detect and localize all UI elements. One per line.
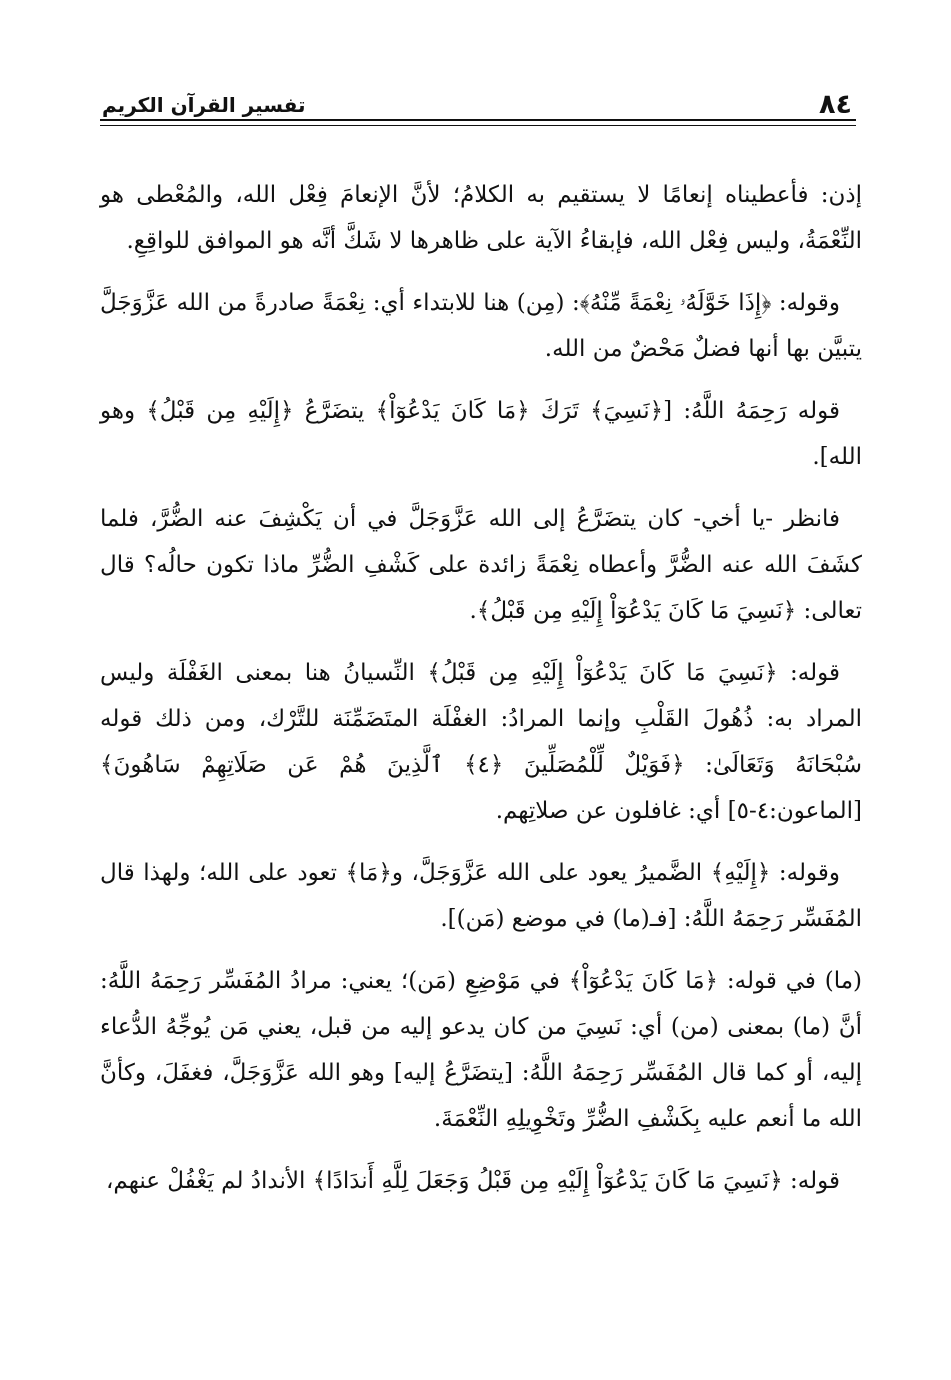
running-title: تفسير القرآن الكريم	[102, 93, 306, 117]
header-rule	[100, 119, 856, 126]
body-text	[100, 172, 862, 1220]
page-number: ٨٤	[819, 89, 852, 120]
paragraph-1: إذن: فأعطيناه إنعامًا لا يستقيم به الكلامُ؛ لأنَّ الإنعامَ فِعْل الله، والمُعْطى هو النِّعْمَةُ، وليس فِعْل الله، فإبقاءُ الآية على ظاهرها لا شَكَّ أنَّه هو الموافق للواقِعِ.	[100, 182, 862, 254]
paragraph-7: (ما) في قوله: ﴿مَا كَانَ يَدْعُوٓاْ﴾ في مَوْضِعِ (مَن)؛ يعني: مرادُ المُفَسِّر رَحِمَهُ اللَّهُ: أنَّ (ما) بمعنى (من) أي: نَسِيَ من كان يدعو إليه من قبل، يعني مَن يُوجِّهُ الدُّعاء إليه، أو كما قال المُفَسِّر رَحِمَهُ اللَّهُ: [يتضَرَّعُ إليه] وهو الله عَزَّوَجَلَّ، فغفَلَ، وكأنَّ الله ما أنعم عليه بِكَشْفِ الضُّرِّ وتَخْوِيلِهِ النِّعْمَةَ.	[100, 968, 862, 1132]
paragraph-5: قوله: ﴿نَسِيَ مَا كَانَ يَدْعُوٓاْ إِلَيْهِ مِن قَبْلُ﴾ النِّسيانُ هنا بمعنى الغَفْلَة وليس المراد به: ذُهُولَ القَلْبِ وإنما المرادُ: الغفْلَة المتَضَمِّنَة للتَّرْك، ومن ذلك قوله سُبْحَانَهُ وَتَعَالَىٰ: ﴿فَوَيْلٌ لِّلْمُصَلِّينَ ﴿٤﴾ ٱلَّذِينَ هُمْ عَن صَلَاتِهِمْ سَاهُونَ﴾ [الماعون:٤-٥] أي: غافلون عن صلاتِهم.	[100, 660, 862, 824]
paragraph-8: قوله: ﴿نَسِيَ مَا كَانَ يَدْعُوٓاْ إِلَيْهِ مِن قَبْلُ وَجَعَلَ لِلَّهِ أَندَادًا﴾ الأندادُ لم يَغْفُلْ عنهم،	[105, 1168, 840, 1194]
page-header	[100, 82, 856, 126]
paragraph-3: قوله رَحِمَهُ اللَّهُ: [﴿نَسِيَ﴾ تَرَكَ ﴿مَا كَانَ يَدْعُوٓاْ﴾ يتضَرَّعُ ﴿إِلَيْهِ مِن قَبْلُ﴾ وهو الله].	[100, 398, 862, 470]
paragraph-6: وقوله: ﴿إِلَيْهِ﴾ الضَّميرُ يعود على الله عَزَّوَجَلَّ، و﴿مَا﴾ تعود على الله؛ ولهذا قال المُفَسِّر رَحِمَهُ اللَّهُ: [فـ(ما) في موضع (مَن)].	[100, 860, 862, 932]
paragraph-4: فانظر -يا أخي- كان يتضَرَّعُ إلى الله عَزَّوَجَلَّ في أن يَكْشِفَ عنه الضُّرَّ، فلما كشَفَ الله عنه الضُّرَّ وأعطاه نِعْمَةً زائدة على كَشْفِ الضُّرِّ ماذا تكون حالُه؟ قال تعالى: ﴿نَسِيَ مَا كَانَ يَدْعُوٓاْ إِلَيْهِ مِن قَبْلُ﴾.	[100, 506, 862, 624]
paragraph-2: وقوله: ﴿إِذَا خَوَّلَهُۥ نِعْمَةً مِّنْهُ﴾: (مِن) هنا للابتداء أي: نِعْمَةً صادرةً من الله عَزَّوَجَلَّ يتبيَّن بها أنها فضلٌ مَحْضٌ من الله.	[100, 290, 862, 362]
